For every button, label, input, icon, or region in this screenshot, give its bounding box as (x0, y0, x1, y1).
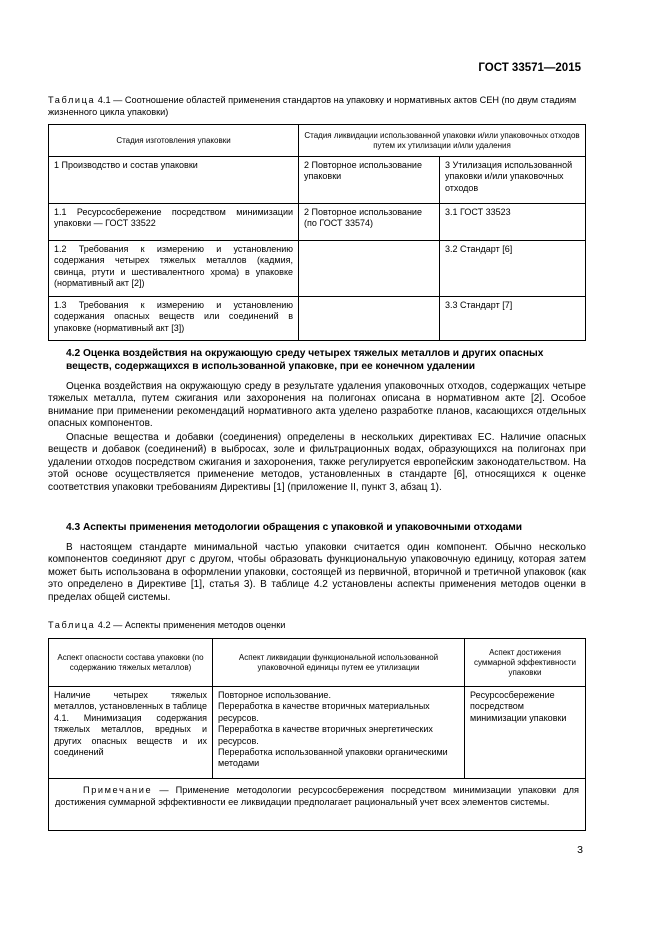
table-row (49, 204, 586, 241)
list-item: Повторное использование. (218, 690, 331, 700)
table-label: Таблица (48, 95, 96, 105)
table-cell: 1.3 Требования к измерению и установлению содержания опасных веществ или соединений в упаковке (нормативный акт [3]) (49, 297, 299, 341)
table-caption-text: 4.2 — Аспекты применения методов оценки (97, 620, 286, 630)
table-cell: 2 Повторное использование (по ГОСТ 33574) (299, 204, 440, 241)
header-cell: Стадия ликвидации использованной упаковки и/или упаковочных отходов путем их утилизации и/или удаления (299, 125, 586, 157)
table-row (49, 687, 586, 779)
section-4-2-paragraph-1: Оценка воздействия на окружающую среду в результате удаления упаковочных отходов, содержащих четыре тяжелых металла, путем сжигания или захоронения на полигонах описана в нормативном акте [2]. Особое внимание при применении рекомендаций нормативного акта уделено разработке планов, касающихся отдельных опасных компонентов. (48, 381, 586, 430)
header-cell: Аспект ликвидации функциональной использованной упаковочной единицы путем ее утилизации (213, 639, 465, 687)
table-header-row (49, 639, 586, 687)
note-label: Примечание (83, 785, 153, 795)
table-note-row (49, 779, 586, 831)
table-cell: 3.2 Стандарт [6] (440, 241, 586, 297)
table-cell: Наличие четырех тяжелых металлов, установленных в таблице 4.1. Минимизация содержания тяжелых металлов, вредных и других опасных веществ и их соединений (49, 687, 213, 779)
table-cell: Ресурсосбережение посредством минимизации упаковки (465, 687, 586, 779)
table-4-2 (48, 638, 586, 831)
table-cell: 1 Производство и состав упаковки (49, 157, 299, 204)
table-label: Таблица (48, 620, 96, 630)
table-cell: 2 Повторное использование упаковки (299, 157, 440, 204)
table-cell (299, 241, 440, 297)
table-row (49, 297, 586, 341)
list-item: Переработка использованной упаковки органическими методами (218, 747, 448, 769)
section-4-3-paragraph-1: В настоящем стандарте минимальной частью упаковки считается один компонент. Обычно несколько компонентов соединяют друг с другом, чтобы образовать функциональную упаковочную единицу, которая затем может быть использована в оформлении упаковки, состоящей из первичной, вторичной и третичной упаковок (как это определено в Директиве [1], статья 3). В таблице 4.2 установлены аспекты применения методов оценки в пределах общей системы. (48, 542, 586, 603)
section-4-2-title: 4.2 Оценка воздействия на окружающую среду четырех тяжелых металлов и других опасных веществ, содержащихся в использованной упаковке, при ее конечном удалении (66, 348, 544, 372)
table-cell: 1.1 Ресурсосбережение посредством минимизации упаковки — ГОСТ 33522 (49, 204, 299, 241)
section-4-2-paragraph-2: Опасные вещества и добавки (соединения) определены в нескольких директивах ЕС. Наличие опасных веществ и добавок (соединений) в выбросах, золе и фильтрационных водах, образующихся на полигонах при удалении отходов посредством сжигания и захоронения, также регулируется европейским законодательством. На этой основе осуществляется применение методов, установленных в стандарте [6], относящихся к оценке соответствия упаковки требованиям Директивы [1] (приложение II, пункт 3, абзац 1). (48, 432, 586, 493)
page-number: 3 (577, 844, 583, 856)
table-4-2-caption (48, 619, 588, 631)
table-cell (299, 297, 440, 341)
document-id: ГОСТ 33571—2015 (478, 62, 581, 74)
header-cell: Аспект достижения суммарной эффективности упаковки (465, 639, 586, 687)
list-item: Переработка в качестве вторичных материальных ресурсов. (218, 701, 430, 723)
table-4-1 (48, 124, 586, 341)
list-item: Переработка в качестве вторичных энергетических ресурсов. (218, 724, 433, 746)
table-4-1-caption (48, 94, 588, 118)
table-cell: 3 Утилизация использованной упаковки и/или упаковочных отходов (440, 157, 586, 204)
table-row (49, 157, 586, 204)
table-caption-text: 4.1 — Соотношение областей применения стандартов на упаковку и нормативных актов СЕН (по двум стадиям жизненного цикла упаковки) (48, 95, 577, 117)
table-cell: 1.2 Требования к измерению и установлению содержания четырех тяжелых металлов (кадмия, свинца, ртути и шестивалентного хрома) в упаковке (нормативный акт [2]) (49, 241, 299, 297)
table-note (49, 779, 586, 831)
table-header-row (49, 125, 586, 157)
table-row (49, 241, 586, 297)
header-cell: Аспект опасности состава упаковки (по содержанию тяжелых металлов) (49, 639, 213, 687)
table-cell (213, 687, 465, 779)
table-cell: 3.3 Стандарт [7] (440, 297, 586, 341)
section-4-3-title: 4.3 Аспекты применения методологии обращения с упаковкой и упаковочными отходами (66, 522, 522, 533)
header-cell: Стадия изготовления упаковки (49, 125, 299, 157)
note-text: — Применение методологии ресурсосбережения посредством минимизации упаковки для достижения суммарной эффективности ее ликвидации предполагает рациональный учет всех элементов системы. (55, 785, 579, 807)
table-cell: 3.1 ГОСТ 33523 (440, 204, 586, 241)
